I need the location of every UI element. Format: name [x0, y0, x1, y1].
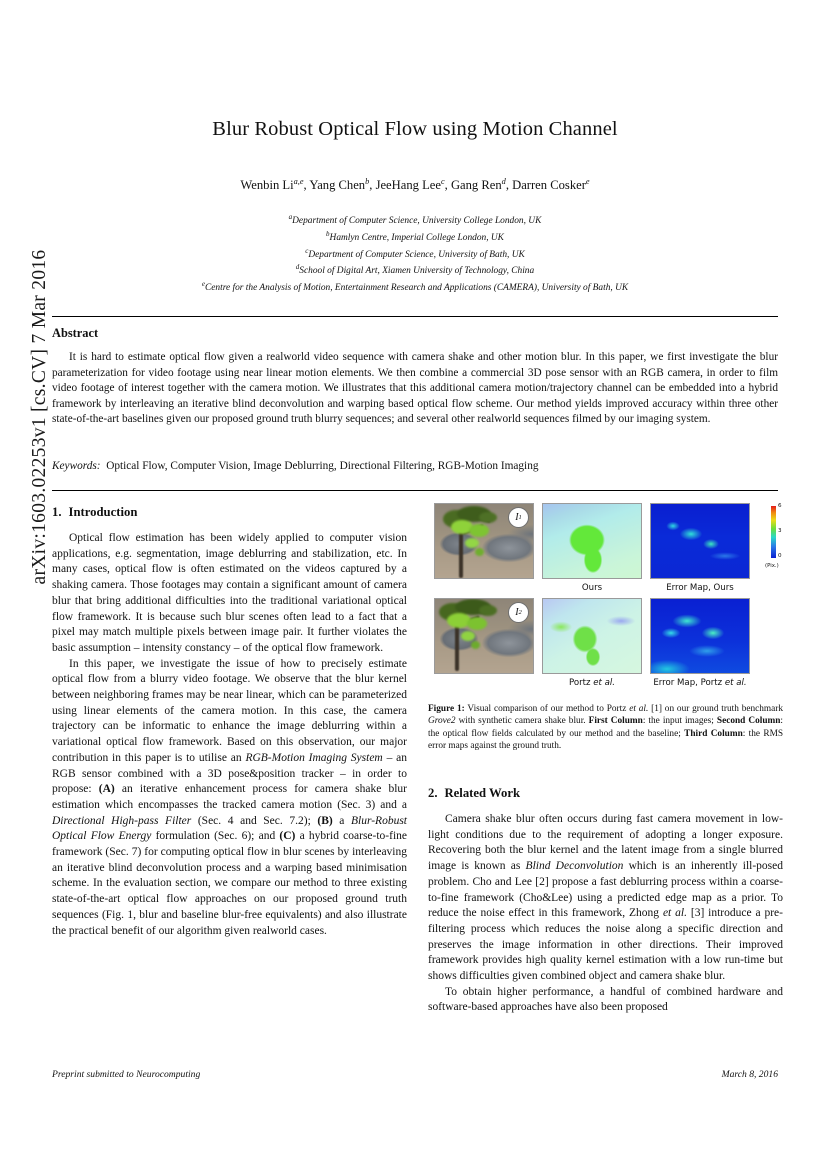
footer-left: Preprint submitted to Neurocomputing	[52, 1069, 201, 1080]
related-work-paragraph-1: Camera shake blur often occurs during fast camera movement in low-light conditions due to the requirement of adopting a longer exposure. Recovering both the blur kernel and the latent image from a single blurred image is known as Blind Deconvolution which is an inherently ill-posed problem. Cho and Lee [2] propose a fast deblurring process within a coarse-to-fine framework (Cho&Lee) using a predicted edge map as a prior. To reduce the noise effect in this framework, Zhong et al. [3] introduce a pre-filtering process which reduces the noise along a specific direction and preserves the image information in other directions. Their improved framework provides high quality kernel estimation with a low run-time but shows difficulties given combined object and camera shake blur.	[428, 813, 783, 983]
keywords-line	[52, 460, 778, 472]
input-image-1	[434, 503, 534, 579]
frame-badge-1: I 1	[508, 507, 529, 528]
colorbar-tick-mid: 3	[778, 528, 782, 534]
colorbar-unit: (Pix.)	[765, 563, 779, 569]
author: Yang Chen$^b$	[309, 177, 370, 193]
figure-row-1	[434, 503, 783, 593]
affiliation: $^e$Centre for the Analysis of Motion, Entertainment Research and Applications (CAMERA), University of Bath, UK	[201, 280, 629, 294]
right-column	[428, 786, 783, 1016]
figure-1	[434, 503, 783, 688]
section-number: 2.	[428, 786, 438, 800]
figure-cell-input-1	[434, 503, 534, 579]
colorbar-spacer	[761, 598, 783, 674]
figure-cell-input-2	[434, 598, 534, 674]
figure-caption-ours: Ours	[581, 583, 603, 593]
abstract-heading: Abstract	[52, 326, 99, 340]
figure-caption-error-portz: Error Map, Portz et al.	[653, 678, 747, 688]
keywords-label: Keywords:	[52, 460, 101, 472]
colorbar	[761, 503, 783, 579]
figure-cell-error-ours	[650, 503, 750, 593]
figure-cell-flow-portz	[542, 598, 642, 688]
author: Gang Ren$^d$	[450, 177, 506, 193]
error-map-ours	[650, 503, 750, 579]
arxiv-stamp: arXiv:1603.02253v1 [cs.CV] 7 Mar 2016	[29, 249, 50, 585]
frame-badge-2: I 2	[508, 602, 529, 623]
keywords-list: Optical Flow, Computer Vision, Image Deblurring, Directional Filtering, RGB-Motion Imaging	[106, 460, 539, 472]
colorbar-tick-min: 0	[778, 553, 782, 559]
colorbar-tick-max: 6	[778, 503, 782, 509]
related-work-paragraph-2: To obtain higher performance, a handful of combined hardware and software-based approaches have also been proposed	[428, 985, 783, 1014]
section-number: 1.	[52, 505, 62, 519]
figure-caption-portz: Portz et al.	[568, 678, 616, 688]
author-list: Wenbin Li$^{a,e}$, Yang Chen$^b$, JeeHang Lee$^c$, Gang Ren$^d$, Darren Cosker$^e$	[240, 177, 590, 193]
affiliation-list	[52, 211, 778, 295]
page-title: Blur Robust Optical Flow using Motion Channel	[212, 118, 618, 140]
error-map-portz	[650, 598, 750, 674]
page-footer	[52, 1069, 778, 1080]
footer-right: March 8, 2016	[721, 1069, 778, 1080]
colorbar-gradient	[771, 506, 776, 558]
header-divider	[52, 316, 778, 317]
section-heading-introduction	[52, 505, 407, 520]
abstract-divider	[52, 490, 778, 491]
left-column	[52, 505, 407, 939]
author: Darren Cosker$^e$	[512, 177, 590, 193]
paper-header	[52, 0, 778, 295]
section-title: Related Work	[444, 786, 521, 800]
author: JeeHang Lee$^c$	[375, 177, 445, 193]
section-title: Introduction	[68, 505, 138, 519]
abstract-body: It is hard to estimate optical flow given a realworld video sequence with camera shake and other motion blur. In this paper, we first investigate the blur parameterization for video footage using near linear motion elements. We then combine a commercial 3D pose sensor with an RGB camera, in order to film video footage of interest together with the camera motion. We illustrates that this additional camera motion/trajectory channel can be embedded into a hybrid framework by interleaving an iterative blind deconvolution and warping based optical flow scheme. Our method yields improved accuracy within three other state-of-the-art baselines given our proposed ground truth blurry sequences; and several other realworld sequences filmed by our imaging system.	[52, 351, 778, 426]
affiliation: $^c$Department of Computer Science, University of Bath, UK	[305, 246, 525, 260]
figure-1-caption: Figure 1: Visual comparison of our method to Portz et al. [1] on our ground truth benchmark Grove2 with synthetic camera shake blur. First Column: the input images; Second Column: the optical flow fields calculated by our method and the baseline; Third Column: the RMS error maps against the ground truth.	[428, 704, 783, 751]
flow-field-ours	[542, 503, 642, 579]
intro-paragraph-2: In this paper, we investigate the issue of how to precisely estimate optical flow from a blurry video footage. We observe that the blur kernel between neighboring frames may be near linear, which can be parameterized using linear elements of the camera motion. In this case, the camera trajectory can be informatic to enhance the image deblurring within a variational optical flow framework. Based on this observation, our major contribution in this paper is to utilise an RGB-Motion Imaging System – an RGB sensor combined with a 3D pose&position tracker – in order to propose: (A) an iterative enhancement process for camera shake blur estimation which encompasses the tracked camera motion (Sec. 3) and a Directional High-pass Filter (Sec. 4 and Sec. 7.2); (B) a Blur-Robust Optical Flow Energy formulation (Sec. 6); and (C) a hybrid coarse-to-fine framework (Sec. 7) for computing optical flow in blur scenes by interleaving an iterative blind deconvolution process and a warping based minimisation scheme. In the evaluation section, we compare our method to three existing state-of-the-art optical flow approaches on our proposed ground truth sequences (Fig. 1, blur and baseline blur-free equivalents) and also illustrate the practical benefit of our algorithm given realworld cases.	[52, 657, 408, 937]
affiliation: $^b$Hamlyn Centre, Imperial College London, UK	[326, 229, 504, 244]
abstract-section	[52, 326, 778, 428]
figure-row-2	[434, 598, 783, 688]
intro-paragraph-1: Optical flow estimation has been widely applied to computer vision applications, e.g. segmentation, image deblurring and stabilization, etc. In many cases, optical flow is often estimated on the videos captured by a shaking camera. Those footages may contain a significant amount of camera blur that bring additional difficulties into the traditional variational optical flow framework. It is because such blur scenes often lead to a fact that a pixel may match multiple pixels between image pair. It further violates the basic assumption – intensity constancy – of the optical flow framework.	[52, 532, 407, 654]
input-image-2	[434, 598, 534, 674]
figure-cell-flow-ours	[542, 503, 642, 593]
author: Wenbin Li$^{a,e}$	[240, 177, 304, 193]
section-heading-related-work	[428, 786, 783, 801]
figure-caption-error-ours: Error Map, Ours	[666, 583, 734, 593]
affiliation: $^d$School of Digital Art, Xiamen University of Technology, China	[295, 263, 535, 277]
flow-field-portz	[542, 598, 642, 674]
affiliation: $^a$Department of Computer Science, University College London, UK	[288, 213, 542, 227]
figure-cell-error-portz	[650, 598, 750, 688]
